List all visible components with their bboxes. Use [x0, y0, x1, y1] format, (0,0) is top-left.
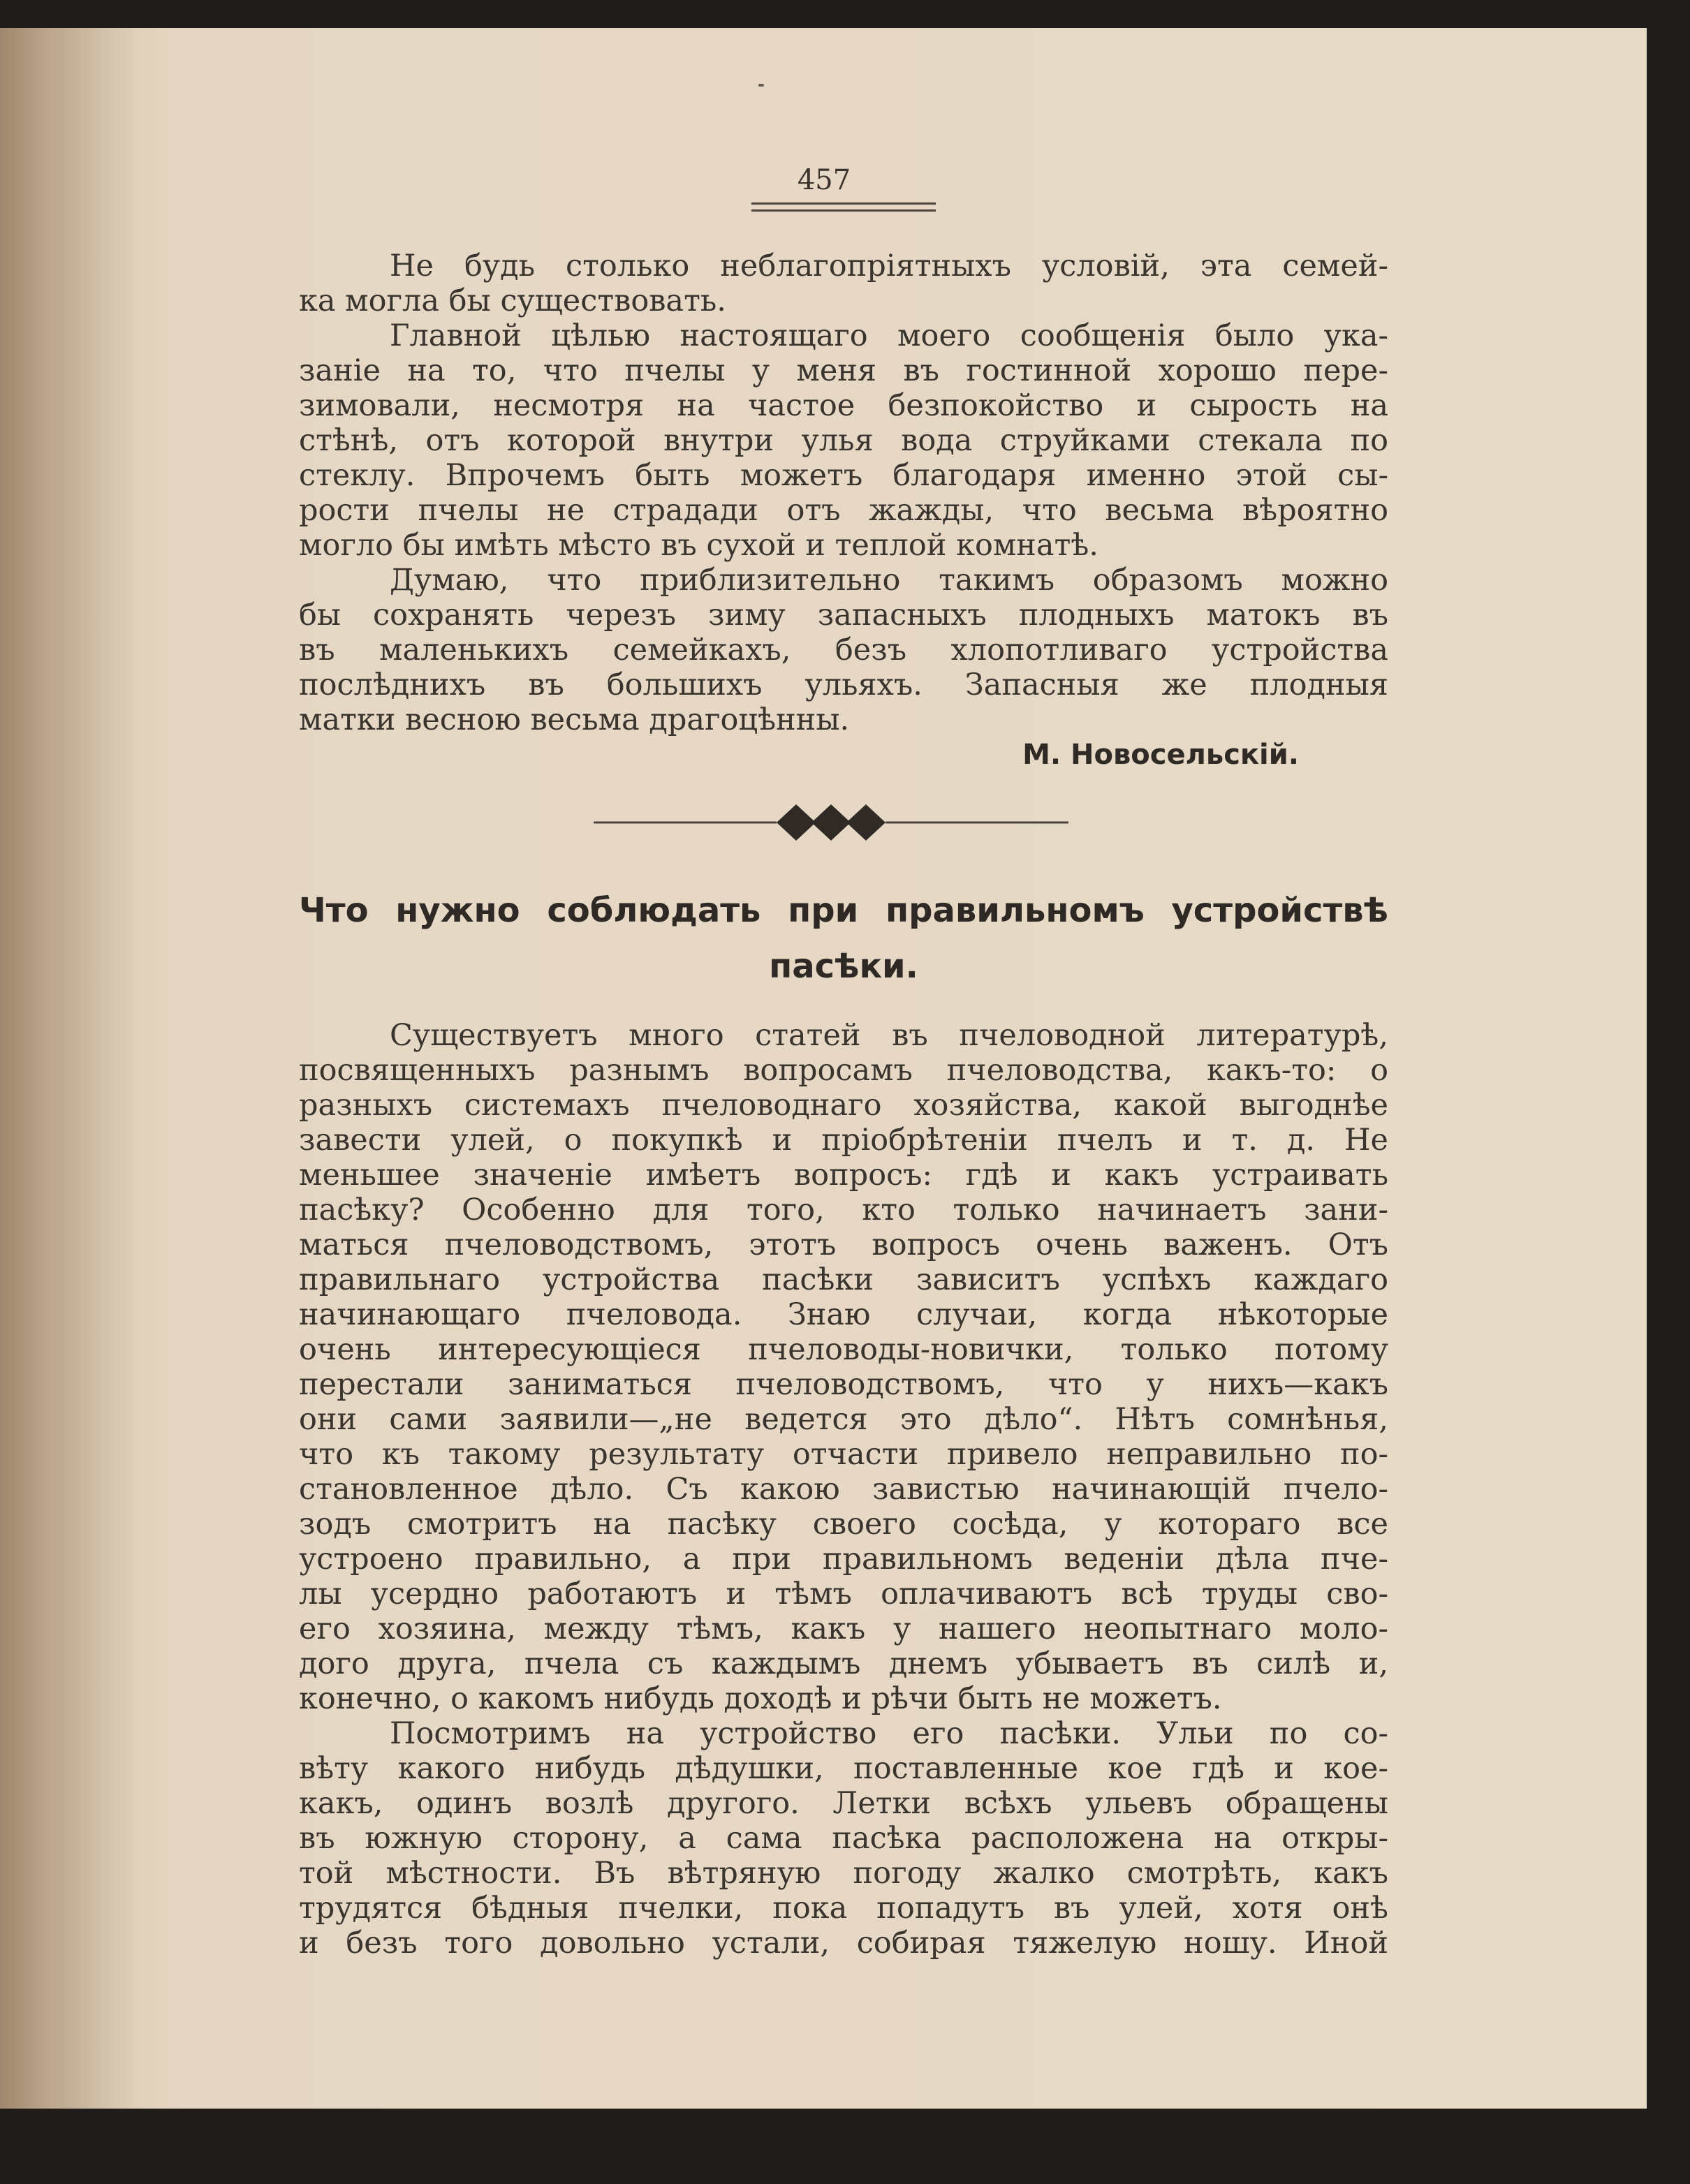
text-line: маться пчеловодствомъ, этотъ вопросъ очень важенъ. Отъ — [299, 1227, 1388, 1262]
paragraph-3 — [299, 563, 1388, 737]
text-line: правильнаго устройства пасѣки зависитъ успѣхъ каждаго — [299, 1262, 1388, 1297]
text-line: конечно, о какомъ нибудь доходѣ и рѣчи быть не можетъ. — [299, 1681, 1222, 1716]
text-line: и безъ того довольно устали, собирая тяжелую ношу. Иной — [299, 1926, 1388, 1961]
text-line: зодъ смотритъ на пасѣку своего сосѣда, у котораго все — [299, 1507, 1388, 1542]
text-line: лы усердно работаютъ и тѣмъ оплачиваютъ всѣ труды сво- — [299, 1577, 1388, 1611]
text-line: Думаю, что приблизительно такимъ образомъ можно — [390, 563, 1388, 598]
text-line: завести улей, о покупкѣ и пріобрѣтеніи пчелъ и т. д. Не — [299, 1123, 1388, 1158]
diamond-ornament-divider — [594, 802, 1068, 843]
paragraph-2 — [299, 318, 1388, 563]
text-line: зимовали, несмотря на частое безпокойство и сырость на — [299, 388, 1388, 423]
text-line: они сами заявили—„не ведется это дѣло“. Нѣтъ сомнѣнья, — [299, 1402, 1388, 1437]
text-line: заніе на то, что пчелы у меня въ гостинной хорошо пере- — [299, 353, 1388, 388]
paragraph-1 — [299, 249, 1388, 318]
text-line: въ маленькихъ семейкахъ, безъ хлопотливаго устройства — [299, 633, 1388, 667]
text-line: его хозяина, между тѣмъ, какъ у нашего неопытнаго моло- — [299, 1611, 1388, 1646]
paragraph-4 — [299, 1018, 1388, 1716]
text-line: устроено правильно, а при правильномъ веденіи дѣла пче- — [299, 1542, 1388, 1577]
ink-speck — [758, 84, 764, 87]
text-line: стѣнѣ, отъ которой внутри улья вода струйками стекала по — [299, 423, 1388, 458]
article-title — [299, 888, 1388, 989]
text-line: бы сохранять черезъ зиму запасныхъ плодныхъ матокъ въ — [299, 598, 1388, 633]
text-line: начинающаго пчеловода. Знаю случаи, когда нѣкоторые — [299, 1297, 1388, 1332]
text-line: рости пчелы не страдади отъ жажды, что весьма вѣроятно — [299, 493, 1388, 528]
text-line: Посмотримъ на устройство его пасѣки. Ульи по со- — [390, 1716, 1388, 1751]
text-line: могло бы имѣть мѣсто въ сухой и теплой комнатѣ. — [299, 528, 1098, 563]
text-line: стеклу. Впрочемъ быть можетъ благодаря именно этой сы- — [299, 458, 1388, 493]
text-line: Не будь столько неблагопріятныхъ условій, эта семей- — [390, 249, 1388, 283]
paragraph-5 — [299, 1716, 1388, 1961]
page-number: 457 — [797, 164, 851, 196]
text-line: меньшее значеніе имѣетъ вопросъ: гдѣ и какъ устраивать — [299, 1158, 1388, 1193]
text-line: вѣту какого нибудь дѣдушки, поставленные кое гдѣ и кое- — [299, 1751, 1388, 1786]
page-number-rule-lower — [751, 209, 936, 212]
text-line: перестали заниматься пчеловодствомъ, что у нихъ—какъ — [299, 1367, 1388, 1402]
text-line: той мѣстности. Въ вѣтряную погоду жалко смотрѣть, какъ — [299, 1856, 1388, 1891]
text-line: становленное дѣло. Съ какою завистью начинающій пчело- — [299, 1472, 1388, 1507]
text-line: матки весною весьма драгоцѣнны. — [299, 702, 850, 737]
text-line: Главной цѣлью настоящаго моего сообщенія было ука- — [390, 318, 1388, 353]
author-signature: М. Новосельскій. — [1022, 739, 1299, 771]
text-line: послѣднихъ въ большихъ ульяхъ. Запасныя же плодныя — [299, 667, 1388, 702]
text-line: посвященныхъ разнымъ вопросамъ пчеловодства, какъ-то: о — [299, 1053, 1388, 1088]
text-line: очень интересующіеся пчеловоды-новички, только потому — [299, 1332, 1388, 1367]
text-line: дого друга, пчела съ каждымъ днемъ убываетъ въ силѣ и, — [299, 1646, 1388, 1681]
text-line: въ южную сторону, а сама пасѣка расположена на откры- — [299, 1821, 1388, 1856]
text-line: разныхъ системахъ пчеловоднаго хозяйства, какой выгоднѣе — [299, 1088, 1388, 1123]
page-number-rule-upper — [751, 202, 936, 205]
text-line: трудятся бѣдныя пчелки, пока попадутъ въ улей, хотя онѣ — [299, 1891, 1388, 1926]
text-line: что къ такому результату отчасти привело неправильно по- — [299, 1437, 1388, 1472]
book-page — [0, 28, 1647, 2109]
article-title-line-1: Что нужно соблюдать при правильномъ устройствѣ — [299, 891, 1388, 930]
article-title-line-2: пасѣки. — [769, 947, 918, 986]
text-line: Существуетъ много статей въ пчеловодной литературѣ, — [390, 1018, 1388, 1053]
text-line: какъ, одинъ возлѣ другого. Летки всѣхъ ульевъ обращены — [299, 1786, 1388, 1821]
text-line: пасѣку? Особенно для того, кто только начинаетъ зани- — [299, 1193, 1388, 1227]
text-line: ка могла бы существовать. — [299, 283, 726, 318]
